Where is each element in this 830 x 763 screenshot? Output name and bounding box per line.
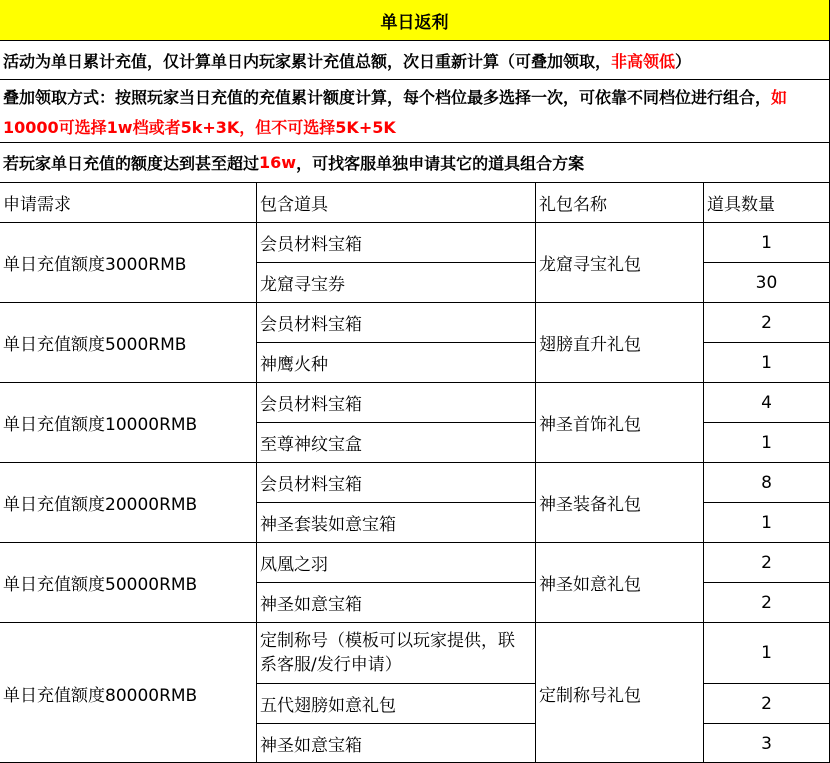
tier-pack-name: 龙窟寻宝礼包 [539,255,641,275]
grid-line [0,382,830,383]
grid-line [256,422,536,423]
notice-1-text: 活动为单日累计充值，仅计算单日内玩家累计充值总额，次日重新计算（可叠加领取， [3,51,612,71]
tier-item-qty: 3 [761,733,772,754]
tier-item-qty: 1 [761,352,772,373]
grid-line [0,302,830,303]
notice-rule-2 [0,80,829,142]
notice-3-highlight: 16w [259,152,297,172]
grid-line [256,723,536,724]
grid-line [0,182,830,183]
tier-requirement: 单日充值额度80000RMB [3,685,198,706]
sheet-title: 单日返利 [0,0,829,40]
tier-item-name: 神圣如意宝箱 [260,595,362,615]
tier-requirement: 单日充值额度5000RMB [3,335,187,355]
tier-item-name: 会员材料宝箱 [260,235,362,255]
tier-item-qty: 1 [761,643,772,663]
tier-item-name: 会员材料宝箱 [260,315,362,335]
grid-line [703,502,830,503]
grid-line [703,422,830,423]
tier-item-qty: 1 [761,432,772,453]
tier-item-name: 龙窟寻宝券 [260,275,345,295]
tier-item-name: 神圣套装如意宝箱 [260,515,396,535]
notice-rule-1 [0,41,829,79]
tier-item-qty: 1 [761,512,772,533]
grid-line [703,683,830,684]
grid-line [256,342,536,343]
tier-item-name: 会员材料宝箱 [260,475,362,495]
tier-item-name: 至尊神纹宝盒 [260,435,362,455]
tier-requirement: 单日充值额度10000RMB [3,415,198,435]
tier-requirement: 单日充值额度20000RMB [3,495,198,515]
tier-item-qty: 30 [755,272,778,293]
tier-item-name: 神鹰火种 [260,355,328,375]
grid-line [256,182,257,763]
grid-line [703,262,830,263]
tier-item-name: 神圣如意宝箱 [260,736,362,756]
notice-2-highlight: 如10000可选择1w档或者5k+3K，但不可选择5K+5K [3,88,788,137]
tier-item-qty: 4 [761,392,772,413]
grid-line [535,182,536,763]
grid-line [703,182,704,763]
tier-item-qty: 2 [761,693,772,714]
notice-rule-3 [0,143,829,181]
grid-line [0,622,830,623]
notice-1-end: ） [675,51,692,71]
grid-line [703,342,830,343]
header-requirement: 申请需求 [3,195,71,215]
tier-item-qty: 1 [761,232,772,253]
grid-line [0,79,830,80]
tier-requirement: 单日充值额度3000RMB [3,255,187,275]
tier-item-name: 会员材料宝箱 [260,395,362,415]
header-qty: 道具数量 [707,195,775,215]
tier-pack-name: 定制称号礼包 [539,685,641,706]
tier-pack-name: 翅膀直升礼包 [539,335,641,355]
grid-line [703,723,830,724]
notice-3-end: ，可找客服单独申请其它的道具组合方案 [296,153,585,173]
tier-item-name: 凤凰之羽 [260,555,328,575]
grid-line [256,582,536,583]
notice-3-text: 若玩家单日充值的额度达到甚至超过 [3,153,260,173]
tier-item-name: 定制称号（模板可以玩家提供，联系客服/发行申请） [260,631,515,675]
tier-pack-name: 神圣首饰礼包 [539,415,641,435]
tier-item-name: 五代翅膀如意礼包 [260,696,396,716]
grid-line [0,462,830,463]
grid-line [256,683,536,684]
tier-item-qty: 2 [761,312,772,333]
grid-line [703,582,830,583]
grid-line [0,542,830,543]
grid-line [256,502,536,503]
grid-line [256,262,536,263]
header-items: 包含道具 [260,195,328,215]
header-pack: 礼包名称 [539,195,607,215]
notice-1-highlight: 非高领低 [611,51,676,71]
tier-item-qty: 2 [761,592,772,613]
tier-pack-name: 神圣如意礼包 [539,575,641,595]
tier-item-qty: 2 [761,552,772,573]
tier-item-qty: 8 [761,472,772,493]
grid-line [0,142,830,143]
grid-line [0,222,830,223]
tier-requirement: 单日充值额度50000RMB [3,575,198,595]
grid-line [0,40,830,41]
tier-pack-name: 神圣装备礼包 [539,495,641,515]
notice-2-text: 叠加领取方式：按照玩家当日充值的充值累计额度计算，每个档位最多选择一次，可依靠不同档位进行组合， [3,88,772,107]
